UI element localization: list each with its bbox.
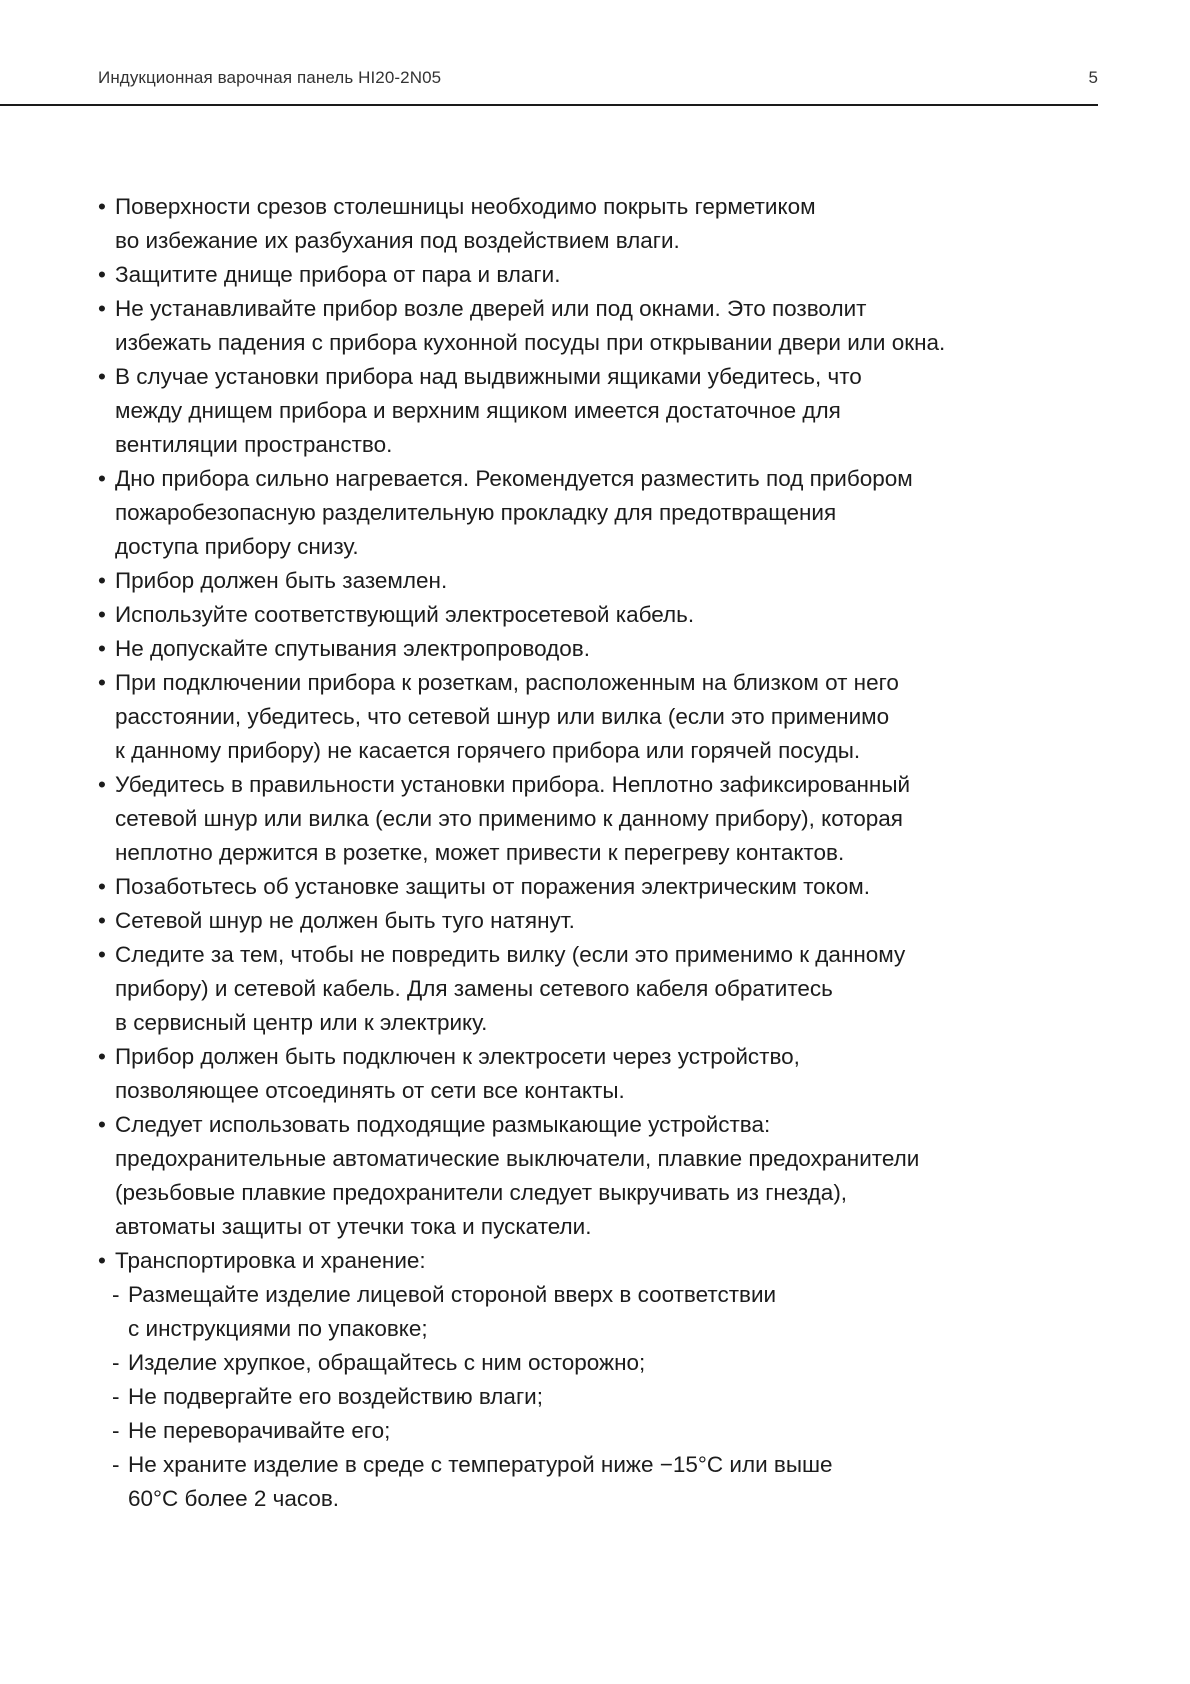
list-item bbox=[98, 258, 1058, 292]
bullet-icon: • bbox=[98, 262, 106, 287]
dash-icon: - bbox=[112, 1384, 120, 1409]
list-item bbox=[98, 190, 1058, 258]
list-item bbox=[98, 1108, 1058, 1244]
list-item bbox=[98, 768, 1058, 870]
bullet-icon: • bbox=[98, 602, 106, 627]
bullet-icon: • bbox=[98, 636, 106, 661]
list-item bbox=[98, 564, 1058, 598]
bullet-icon: • bbox=[98, 296, 106, 321]
list-item bbox=[98, 938, 1058, 1040]
document-title: Индукционная варочная панель HI20-2N05 bbox=[98, 68, 442, 87]
dash-icon: - bbox=[112, 1452, 120, 1477]
bullet-icon: • bbox=[98, 1112, 106, 1137]
list-item-text: Следите за тем, чтобы не повредить вилку (если это применимо к данному прибору) и сетевой кабель. Для замены сетевого кабеля обратитесь в сервисный центр или к электрику. bbox=[115, 942, 906, 1035]
list-item-text: Прибор должен быть заземлен. bbox=[115, 568, 448, 593]
list-item bbox=[98, 360, 1058, 462]
sub-list-item-text: Размещайте изделие лицевой стороной вверх в соответствии с инструкциями по упаковке; bbox=[128, 1282, 777, 1341]
bullet-icon: • bbox=[98, 364, 106, 389]
list-item-text: Прибор должен быть подключен к электросети через устройство, позволяющее отсоединять от сети все контакты. bbox=[115, 1044, 800, 1103]
list-item bbox=[98, 598, 1058, 632]
bullet-icon: • bbox=[98, 568, 106, 593]
list-item bbox=[98, 1040, 1058, 1108]
list-item-text: Сетевой шнур не должен быть туго натянут. bbox=[115, 908, 575, 933]
list-item-text: При подключении прибора к розеткам, расположенным на близком от него расстоянии, убедитесь, что сетевой шнур или вилка (если это применимо к данному прибору) не касается горячего прибора или горячей посуды. bbox=[115, 670, 899, 763]
page-header bbox=[0, 0, 1098, 106]
list-item bbox=[98, 904, 1058, 938]
list-item-text: Защитите днище прибора от пара и влаги. bbox=[115, 262, 561, 287]
sub-list-item bbox=[98, 1278, 1058, 1346]
sub-list-item bbox=[98, 1414, 1058, 1448]
list-item-text: Дно прибора сильно нагревается. Рекомендуется разместить под прибором пожаробезопасную разделительную прокладку для предотвращения доступа прибору снизу. bbox=[115, 466, 913, 559]
list-item-text: Позаботьтесь об установке защиты от поражения электрическим током. bbox=[115, 874, 871, 899]
list-item bbox=[98, 292, 1058, 360]
dash-icon: - bbox=[112, 1282, 120, 1307]
list-item bbox=[98, 666, 1058, 768]
dash-icon: - bbox=[112, 1350, 120, 1375]
header-divider bbox=[0, 104, 1098, 106]
bullet-icon: • bbox=[98, 874, 106, 899]
list-item-text: Не устанавливайте прибор возле дверей или под окнами. Это позволит избежать падения с прибора кухонной посуды при открывании двери или окна. bbox=[115, 296, 946, 355]
list-item-text: Используйте соответствующий электросетевой кабель. bbox=[115, 602, 695, 627]
list-item bbox=[98, 870, 1058, 904]
list-item-text: Поверхности срезов столешницы необходимо покрыть герметиком во избежание их разбухания под воздействием влаги. bbox=[115, 194, 816, 253]
bullet-icon: • bbox=[98, 1248, 106, 1273]
list-item-text: Убедитесь в правильности установки прибора. Неплотно зафиксированный сетевой шнур или вилка (если это применимо к данному прибору), которая неплотно держится в розетке, может привести к перегреву контактов. bbox=[115, 772, 911, 865]
list-item-text: Следует использовать подходящие размыкающие устройства: предохранительные автоматические выключатели, плавкие предохранители (резьбовые плавкие предохранители следует выкручивать из гнезда), автоматы защиты от утечки тока и пускатели. bbox=[115, 1112, 920, 1239]
bullet-icon: • bbox=[98, 1044, 106, 1069]
bullet-icon: • bbox=[98, 466, 106, 491]
bullet-icon: • bbox=[98, 194, 106, 219]
list-item bbox=[98, 1244, 1058, 1278]
sub-list-item-text: Не переворачивайте его; bbox=[128, 1418, 391, 1443]
instructions-list bbox=[98, 190, 1058, 1516]
sub-list-item-text: Изделие хрупкое, обращайтесь с ним осторожно; bbox=[128, 1350, 646, 1375]
list-item-text: В случае установки прибора над выдвижными ящиками убедитесь, что между днищем прибора и верхним ящиком имеется достаточное для вентиляции пространство. bbox=[115, 364, 862, 457]
list-item bbox=[98, 632, 1058, 666]
sub-list-item bbox=[98, 1346, 1058, 1380]
bullet-icon: • bbox=[98, 772, 106, 797]
bullet-icon: • bbox=[98, 942, 106, 967]
sub-list-item bbox=[98, 1380, 1058, 1414]
list-item-text: Не допускайте спутывания электропроводов. bbox=[115, 636, 590, 661]
dash-icon: - bbox=[112, 1418, 120, 1443]
bullet-icon: • bbox=[98, 670, 106, 695]
list-item bbox=[98, 462, 1058, 564]
bullet-icon: • bbox=[98, 908, 106, 933]
list-item-text: Транспортировка и хранение: bbox=[115, 1248, 426, 1273]
sub-list-item-text: Не подвергайте его воздействию влаги; bbox=[128, 1384, 543, 1409]
page-number: 5 bbox=[1088, 68, 1098, 87]
sub-list-item-text: Не храните изделие в среде с температурой ниже −15°С или выше 60°С более 2 часов. bbox=[128, 1452, 833, 1511]
sub-list-item bbox=[98, 1448, 1058, 1516]
